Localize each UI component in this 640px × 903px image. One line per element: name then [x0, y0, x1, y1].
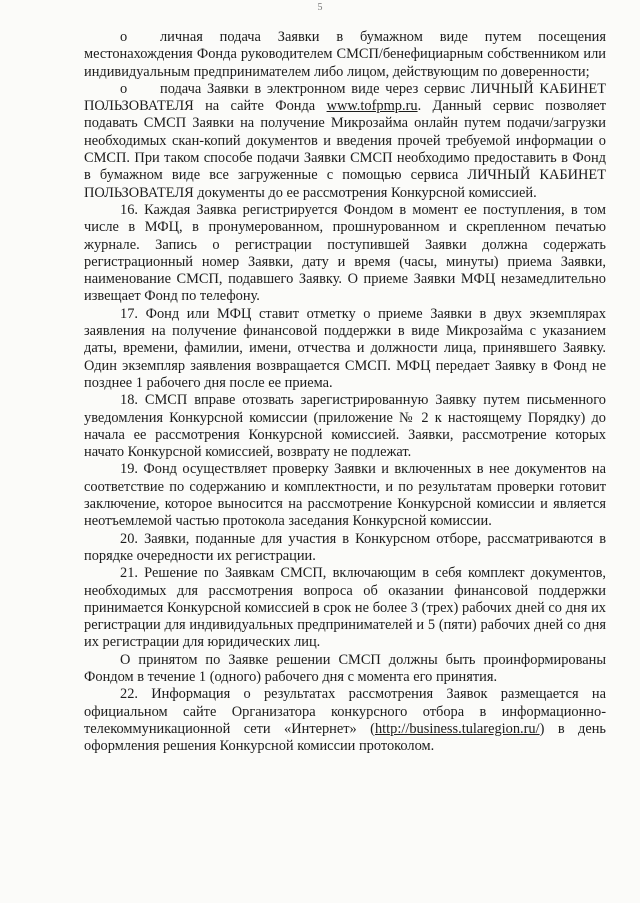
paragraph-22	[84, 686, 606, 755]
business-portal-link[interactable]: http://business.tularegion.ru/	[374, 720, 540, 737]
bullet-item-personal-submission	[84, 29, 606, 81]
bullet-item-electronic-submission	[84, 81, 606, 202]
bullet-text-before-link: подача Заявки в электронном виде через сервис ЛИЧНЫЙ КАБИНЕТ ПОЛЬЗОВАТЕЛЯ на сайте Фонда	[84, 80, 606, 115]
fund-website-link[interactable]: www.tofpmp.ru	[326, 98, 418, 115]
bullet-marker: o	[120, 80, 128, 97]
bullet-marker: o	[120, 29, 128, 45]
paragraph-21-notification: О принятом по Заявке решении СМСП должны быть проинформированы Фондом в течение 1 (одного) рабочего дня с момента его принятия.	[84, 651, 606, 685]
paragraph-19: 19. Фонд осуществляет проверку Заявки и включенных в нее документов на соответствие по содержанию и комплектности, и по результатам проверки готовит заключение, которое выносится на рассмотрение Конкурсной комиссии и является неотъемлемой частью протокола заседания Конкурсной комиссии.	[84, 461, 606, 530]
paragraph-17: 17. Фонд или МФЦ ставит отметку о приеме Заявки в двух экземплярах заявления на получение финансовой поддержки в виде Микрозайма с указанием даты, времени, фамилии, имени, отчества и должности лица, принявшего Заявку. Один экземпляр заявления возвращается СМСП. МФЦ передает Заявку в Фонд не позднее 1 рабочего дня после ее приема.	[84, 305, 606, 391]
paragraph-20: 20. Заявки, поданные для участия в Конкурсном отборе, рассматриваются в порядке очередности их регистрации.	[84, 530, 606, 564]
paragraph-18: 18. СМСП вправе отозвать зарегистрированную Заявку путем письменного уведомления Конкурсной комиссии (приложение № 2 к настоящему Порядку) до начала ее рассмотрения Конкурсной комиссией. Заявки, рассмотрение которых начато Конкурсной комиссией, возврату не подлежат.	[84, 392, 606, 461]
bullet-text: личная подача Заявки в бумажном виде путем посещения местонахождения Фонда руководителем СМСП/бенефициарным собственником или индивидуальным предпринимателем либо лицом, действующим по доверенности;	[84, 29, 606, 80]
paragraph-22-text-before-link: 22. Информация о результатах рассмотрения Заявок размещается на официальном сайте Организатора конкурсного отбора в информационно-телекоммуникационной сети «Интернет» (	[84, 686, 606, 737]
bullet-text-after-link: . Данный сервис позволяет подавать СМСП Заявки на получение Микрозайма онлайн путем подачи/загрузки необходимых скан-копий документов и введения прочей требуемой информации о СМСП. При таком способе подачи Заявки СМСП необходимо предоставить в Фонд в бумажном виде все загруженные с помощью сервиса ЛИЧНЫЙ КАБИНЕТ ПОЛЬЗОВАТЕЛЯ документы до ее рассмотрения Конкурсной комиссией.	[84, 98, 607, 201]
paragraph-21: 21. Решение по Заявкам СМСП, включающим в себя комплект документов, необходимых для рассмотрения вопроса об оказании финансовой поддержки принимается Конкурсной комиссией в срок не более 3 (трех) рабочих дней со дня их регистрации для индивидуальных предпринимателей и 5 (пяти) рабочих дней со дня их регистрации для юридических лиц.	[84, 565, 606, 651]
page-number: 5	[317, 2, 323, 13]
document-body	[84, 29, 606, 755]
paragraph-16: 16. Каждая Заявка регистрируется Фондом в момент ее поступления, в том числе в МФЦ, в пронумерованном, прошнурованном и скрепленном печатью журнале. Запись о регистрации поступившей Заявки должна содержать регистрационный номер Заявки, дату и время (часы, минуты) приема Заявки, наименование СМСП, подавшего Заявку. О приеме Заявки МФЦ незамедлительно извещает Фонд по телефону.	[84, 201, 606, 305]
paragraph-22-text-after-link: ) в день оформления решения Конкурсной комиссии протоколом.	[84, 720, 606, 755]
